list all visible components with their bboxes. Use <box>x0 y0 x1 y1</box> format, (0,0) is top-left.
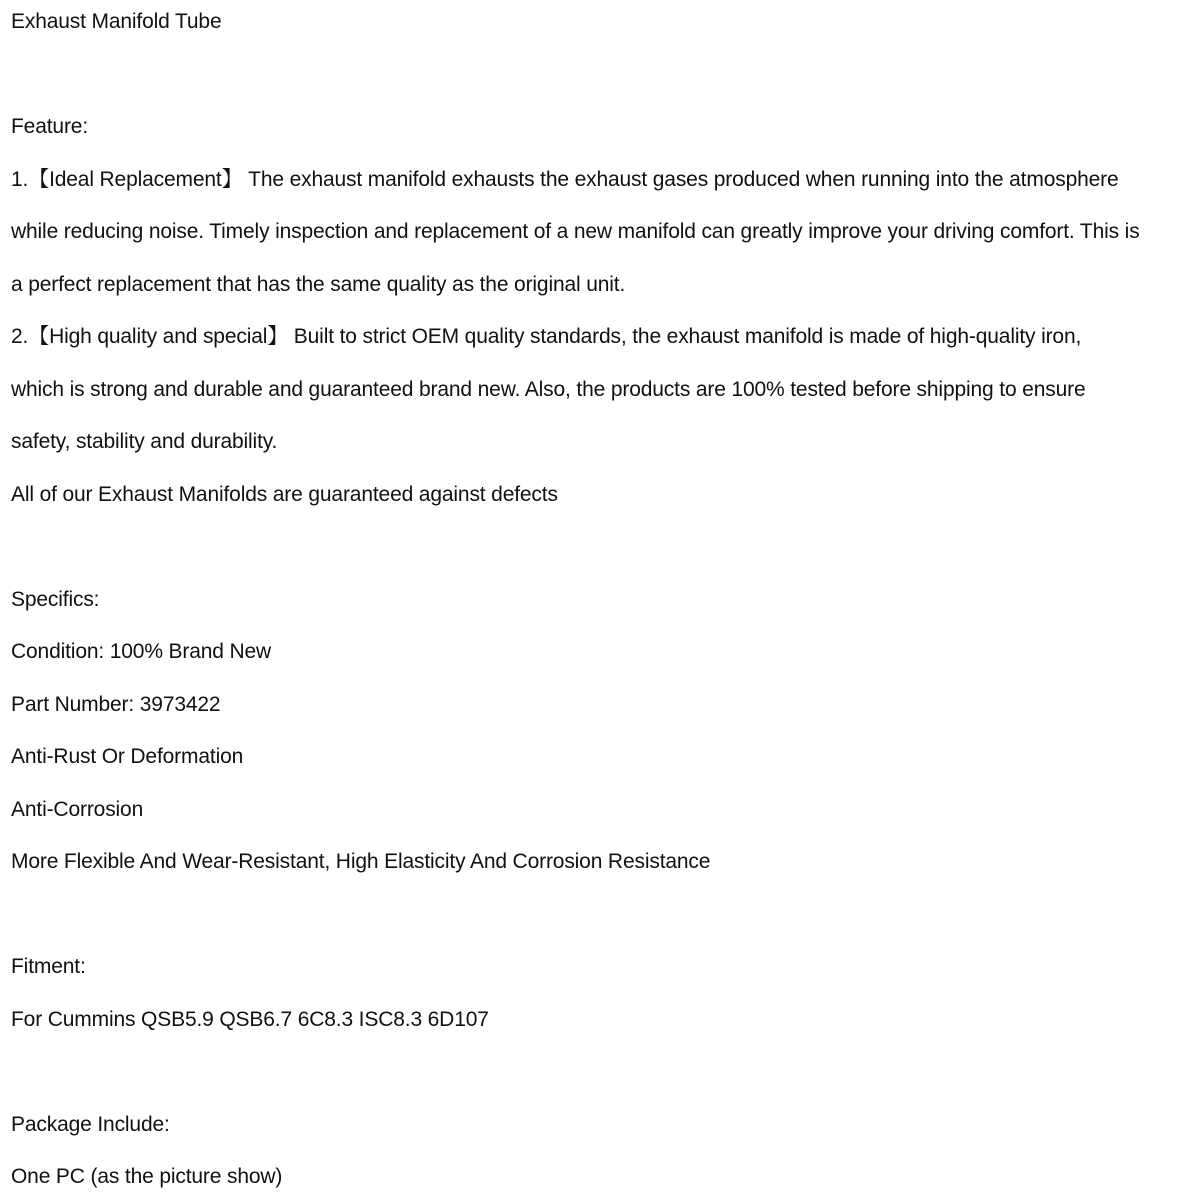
feature-line: a perfect replacement that has the same quality as the original unit. <box>11 273 626 296</box>
fitment-line: For Cummins QSB5.9 QSB6.7 6C8.3 ISC8.3 6D107 <box>11 1008 489 1031</box>
feature-line: while reducing noise. Timely inspection and replacement of a new manifold can greatly improve your driving comfort. This is <box>11 220 1140 243</box>
package-heading: Package Include: <box>11 1113 170 1136</box>
feature-heading: Feature: <box>11 115 89 138</box>
feature-line: which is strong and durable and guaranteed brand new. Also, the products are 100% tested before shipping to ensure <box>11 378 1086 401</box>
feature-line: 1.【Ideal Replacement】 The exhaust manifold exhausts the exhaust gases produced when running into the atmosphere <box>11 168 1119 191</box>
document-title: Exhaust Manifold Tube <box>11 10 222 33</box>
fitment-heading: Fitment: <box>11 955 86 978</box>
specifics-line: Anti-Rust Or Deformation <box>11 745 244 768</box>
feature-line: safety, stability and durability. <box>11 430 278 453</box>
specifics-line: Part Number: 3973422 <box>11 693 221 716</box>
specifics-heading: Specifics: <box>11 588 100 611</box>
specifics-line: More Flexible And Wear-Resistant, High Elasticity And Corrosion Resistance <box>11 850 711 873</box>
specifics-line: Anti-Corrosion <box>11 798 144 821</box>
feature-line: All of our Exhaust Manifolds are guaranteed against defects <box>11 483 558 506</box>
feature-line: 2.【High quality and special】 Built to strict OEM quality standards, the exhaust manifold is made of high-quality iron, <box>11 325 1082 348</box>
package-line: One PC (as the picture show) <box>11 1165 283 1188</box>
specifics-line: Condition: 100% Brand New <box>11 640 272 663</box>
